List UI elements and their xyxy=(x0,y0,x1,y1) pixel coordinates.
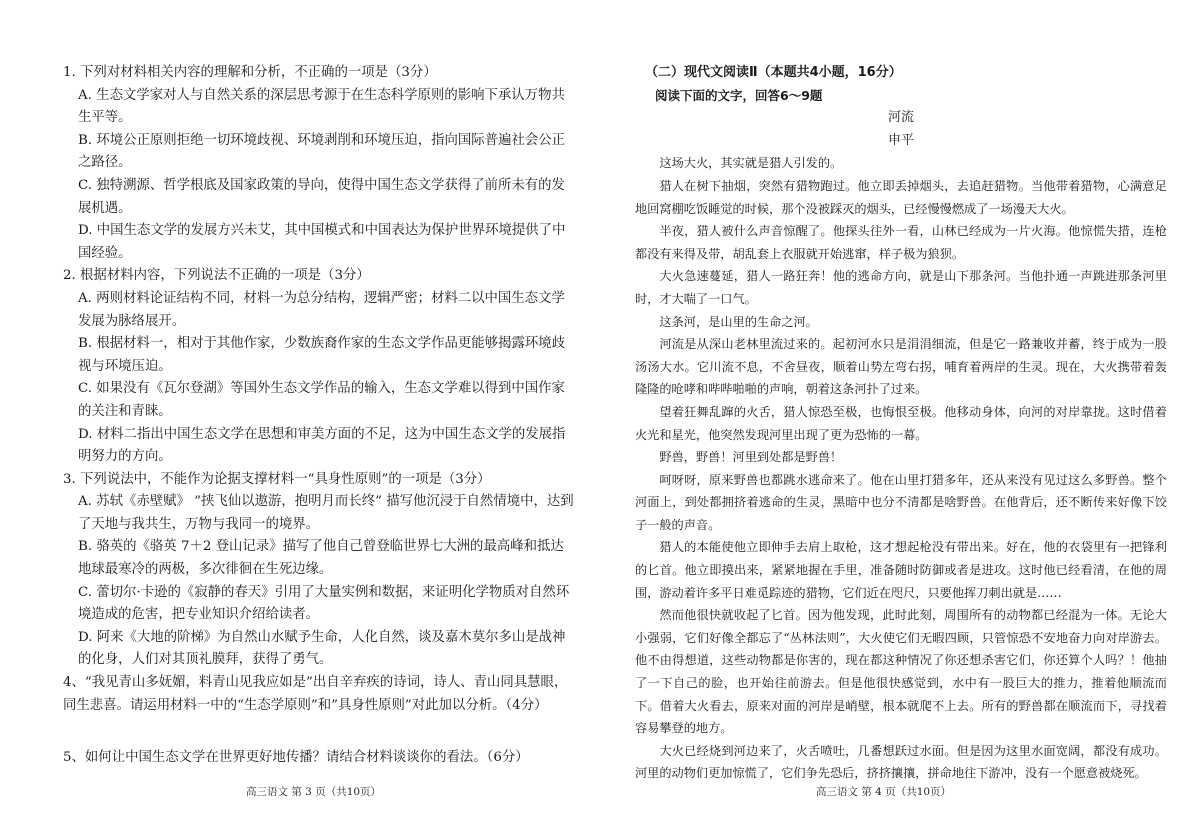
left-question-column xyxy=(63,62,575,770)
question-3 xyxy=(63,469,575,672)
passage-paragraph: 这场大火，其实就是猎人引发的。 xyxy=(659,156,843,171)
question-stem: 1. 下列对材料相关内容的理解和分析，不正确的一项是（3分） xyxy=(63,65,437,80)
passage-paragraph: 河流是从深山老林里流过来的。起初河水只是涓涓细流，但是它一路兼收并蓄，终于成为一股汤汤大水。它川流不息，不舍昼夜，顺着山势左弯右拐，哺育着两岸的生灵。现在，大火携带着轰隆隆的呛哮和哔哔啪啪的声响，朝着这条河扑了过来。 xyxy=(635,337,1167,397)
question-4 xyxy=(63,672,575,717)
option-d: D. 中国生态文学的发展方兴未艾，其中国模式和中国表达为保护世界环境提供了中国经验。 xyxy=(78,223,566,261)
option-a: A. 苏轼《赤壁赋》 “挟飞仙以遨游，抱明月而长终” 描写他沉浸于自然情境中，达到了天地与我共生，万物与我同一的境界。 xyxy=(78,494,574,532)
option-b: B. 根据材料一，相对于其他作家，少数族裔作家的生态文学作品更能够揭露环境歧视与环境压迫。 xyxy=(78,336,566,374)
option-c: C. 蕾切尔·卡逊的《寂静的春天》引用了大量实例和数据，来证明化学物质对自然环境造成的危害，把专业知识介绍给读者。 xyxy=(78,584,570,623)
passage-paragraph: 野兽，野兽！河里到处都是野兽！ xyxy=(659,450,843,465)
section-heading: （二）现代文阅读Ⅱ（本题共4小题，16分） xyxy=(645,65,902,80)
reading-instruction: 阅读下面的文字，回答6～9题 xyxy=(655,87,823,103)
option-b: B. 环境公正原则拒绝一切环境歧视、环境剥削和环境压迫，指向国际普遍社会公正之路径。 xyxy=(78,132,566,171)
option-a: A. 两则材料论证结构不同，材料一为总分结构，逻辑严密；材料二以中国生态文学发展为脉络展开。 xyxy=(78,290,565,329)
page-footer: 高三语文 第 3 页（共10页） xyxy=(246,786,382,798)
passage-paragraph: 大火已经烧到河边来了，火舌喷吐，几番想跃过水面。但是因为这里水面宽阔，都没有成功。河里的动物们更加惊慌了，它们争先恐后，挤挤攘攘，拼命地往下游冲，没有一个愿意被烧死。 xyxy=(635,743,1167,781)
option-a: A. 生态文学家对人与自然关系的深层思考源于在生态科学原则的影响下承认万物共生平等。 xyxy=(78,87,565,126)
question-stem: 3. 下列说法中，不能作为论据支撑材料一“具身性原则”的一项是（3分） xyxy=(63,471,491,487)
passage-paragraph: 半夜，猎人被什么声音惊醒了。他探头往外一看，山林已经成为一片火海。他惊慌失措，连枪都没有来得及带，胡乱套上衣服就开始逃窜，样子极为狼狈。 xyxy=(635,224,1167,261)
question-5 xyxy=(63,747,575,770)
passage-paragraph: 这条河，是山里的生命之河。 xyxy=(659,314,818,329)
question-2 xyxy=(63,265,575,468)
passage-paragraph: 大火急速蔓延，猎人一路狂奔！他的逃命方向，就是山下那条河。当他扑通一声跳进那条河里时，才大喘了一口气。 xyxy=(635,269,1167,306)
option-b: B. 骆英的《骆英 7＋2 登山记录》描写了他自己曾登临世界七大洲的最高峰和抵达地球最寒冷的两极，多次徘徊在生死边缘。 xyxy=(78,539,564,578)
option-c: C. 独特溯源、哲学根底及国家政策的导向，使得中国生态文学获得了前所未有的发展机遇。 xyxy=(78,177,565,216)
reading-passage-column xyxy=(635,62,1167,785)
passage-title: 河流 xyxy=(887,110,914,126)
right-page xyxy=(600,0,1200,832)
passage-paragraph: 猎人的本能使他立即伸手去肩上取枪，这才想起枪没有带出来。好在，他的衣袋里有一把锋利的匕首。他立即摸出来，紧紧地握在手里，准备随时防御或者是进攻。这时他已经看清，在他的周围，游动着许多平日难觅踪迹的猎物，它们近在咫尺，只要他挥刀刺出就是…… xyxy=(635,540,1167,600)
question-stem: 4、“我见青山多妩媚，料青山见我应如是”出自辛弃疾的诗词，诗人、青山同具慧眼，同生悲喜。请运用材料一中的“生态学原则”和”具身性原则”对此加以分析。（4分） xyxy=(63,675,568,713)
passage-author: 申平 xyxy=(887,132,914,148)
question-stem: 5、如何让中国生态文学在世界更好地传播？请结合材料谈谈你的看法。（6分） xyxy=(63,750,529,766)
passage-paragraph: 望着狂舞乱蹿的火舌，猎人惊恐至极，也悔恨至极。他移动身体，向河的对岸靠拢。这时借着火光和星光，他突然发现河里出现了更为恐怖的一幕。 xyxy=(635,404,1167,442)
option-d: D. 阿来《大地的阶梯》为自然山水赋予生命，人化自然，谈及嘉木莫尔多山是战神的化身，人们对其顶礼膜拜，获得了勇气。 xyxy=(78,629,566,668)
option-c: C. 如果没有《瓦尔登湖》等国外生态文学作品的输入，生态文学难以得到中国作家的关注和青睐。 xyxy=(78,381,565,419)
question-stem: 2. 根据材料内容，下列说法不正确的一项是（3分） xyxy=(63,268,370,284)
page-footer: 高三语文 第 4 页（共10页） xyxy=(816,786,952,798)
passage-paragraph: 呵呀呀，原来野兽也都跳水逃命来了。他在山里打猎多年，还从来没有见过这么多野兽。整个河面上，到处都拥挤着逃命的生灵，黑暗中也分不清都是啥野兽。在他背后，还不断传来好像下饺子一般的声音。 xyxy=(635,472,1167,532)
passage-paragraph: 猎人在树下抽烟，突然有猎物跑过。他立即丢掉烟头，去追赶猎物。当他带着猎物，心满意足地回窝棚吃饭睡觉的时候，那个没被踩灭的烟头，已经慢慢燃成了一场漫天大火。 xyxy=(635,178,1167,216)
passage-paragraph: 然而他很快就收起了匕首。因为他发现，此时此刻，周围所有的动物都已经混为一体。无论大小强弱，它们好像全都忘了“丛林法则”，大火使它们无暇四顾，只管惊恐不安地奋力向对岸游去。他不由得想道，这些动物都是你害的，现在都这种情况了你还想杀害它们，你还算个人吗？！他抽了一下自己的脸，也开始往前游去。但是他很快感觉到，水中有一股巨大的推力，推着他顺流而下。借着大火看去，原来对面的河岸是峭壁，根本就爬不上去。所有的野兽都在顺流而下，寻找着容易攀登的地方。 xyxy=(635,608,1167,736)
option-d: D. 材料二指出中国生态文学在思想和审美方面的不足，这为中国生态文学的发展指明努力的方向。 xyxy=(78,426,566,465)
question-1 xyxy=(63,62,575,265)
